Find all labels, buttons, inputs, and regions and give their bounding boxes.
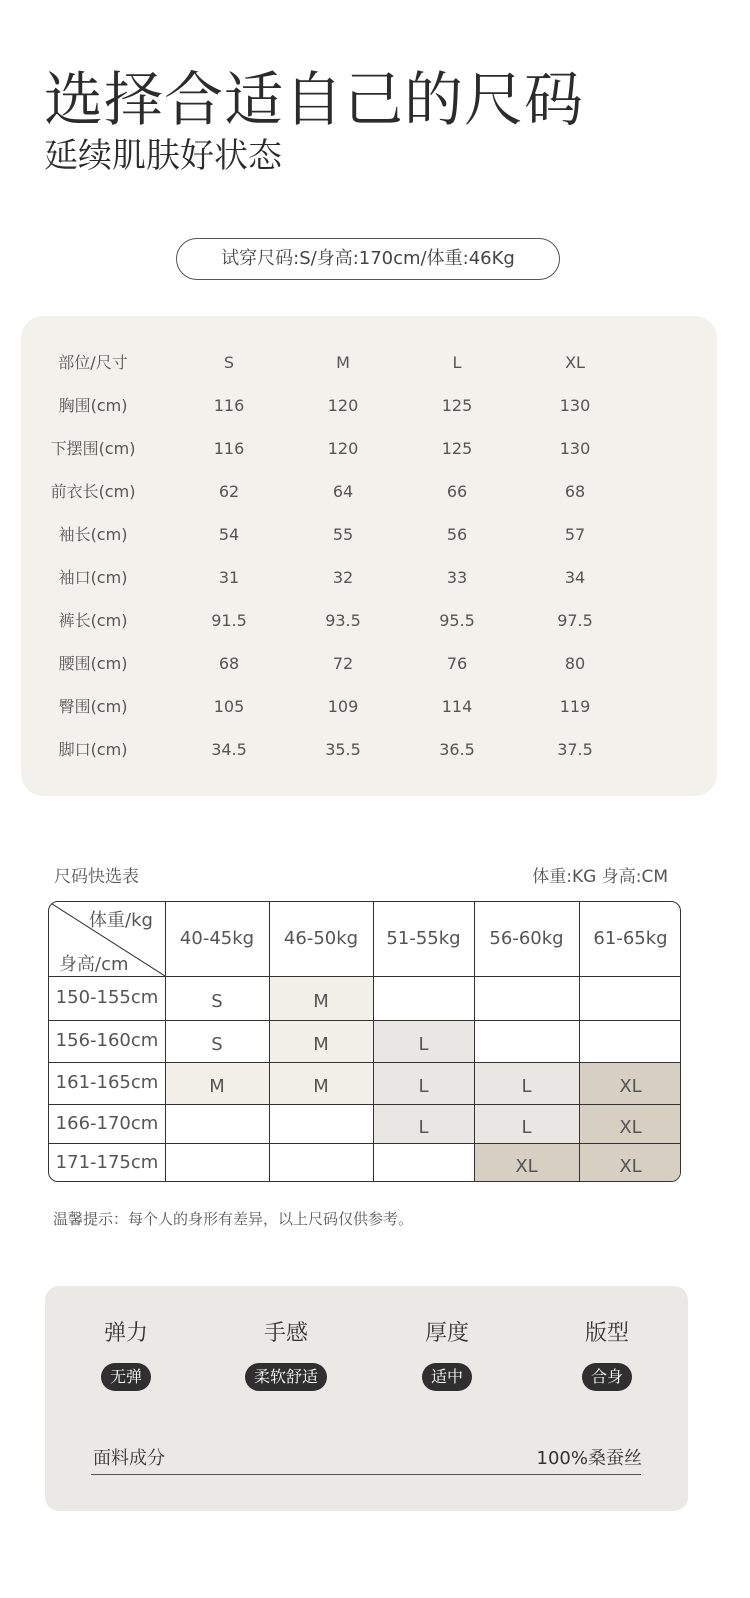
- size-value-cell: 120: [327, 396, 359, 415]
- size-value-cell: XL: [565, 353, 585, 372]
- weight-col-header: 40-45kg: [179, 928, 255, 949]
- size-table-row: [21, 520, 717, 550]
- recommended-size-cell: L: [521, 1117, 532, 1138]
- feature-label: 厚度: [424, 1321, 469, 1346]
- recommended-size-cell: [165, 1108, 269, 1147]
- recommended-size-cell: L: [418, 1076, 429, 1097]
- corner-weight-label: 体重/kg: [89, 910, 153, 931]
- size-value-cell: 95.5: [439, 611, 475, 630]
- part-name-cell: 臀围(cm): [58, 697, 128, 716]
- recommended-size-cell: XL: [515, 1156, 538, 1177]
- feature-1: [216, 1316, 356, 1391]
- height-row-label: 171-175cm: [55, 1152, 159, 1173]
- size-value-cell: 130: [559, 396, 591, 415]
- size-value-cell: 91.5: [211, 611, 247, 630]
- part-name-cell: 下摆围(cm): [50, 439, 136, 458]
- part-name-cell: 前衣长(cm): [50, 482, 136, 501]
- fabric-value: 100%桑蚕丝: [536, 1448, 642, 1469]
- size-value-cell: 55: [332, 525, 354, 544]
- recommended-size-cell: M: [313, 1076, 329, 1097]
- weight-col-header: 56-60kg: [489, 928, 564, 949]
- size-table-row: [21, 563, 717, 593]
- feature-0: [56, 1316, 196, 1391]
- size-value-cell: 109: [327, 697, 359, 716]
- size-value-cell: 31: [218, 568, 240, 587]
- fabric-label: 面料成分: [93, 1448, 165, 1469]
- part-name-cell: 脚口(cm): [58, 740, 128, 759]
- recommended-size-cell: [579, 1024, 681, 1066]
- size-value-cell: 54: [218, 525, 240, 544]
- size-table-row: [21, 477, 717, 507]
- quick-select-units: 体重:KG 身高:CM: [532, 867, 668, 887]
- size-table-row: [21, 391, 717, 421]
- recommended-size-cell: M: [313, 991, 329, 1012]
- page-title: 选择合适自己的尺码: [44, 65, 585, 134]
- size-table-row: [21, 735, 717, 765]
- size-value-cell: 32: [332, 568, 354, 587]
- size-value-cell: 76: [446, 654, 468, 673]
- part-name-cell: 腰围(cm): [58, 654, 128, 673]
- size-chart-panel: [21, 316, 717, 796]
- size-value-cell: 93.5: [325, 611, 361, 630]
- fabric-divider: [91, 1474, 641, 1475]
- page-subtitle: 延续肌肤好状态: [44, 136, 282, 176]
- recommended-size-cell: [474, 980, 579, 1024]
- recommended-size-cell: [269, 1147, 373, 1182]
- fabric-features-panel: [45, 1286, 688, 1511]
- size-value-cell: 97.5: [557, 611, 593, 630]
- size-value-cell: 116: [213, 439, 245, 458]
- recommended-size-cell: [373, 980, 474, 1024]
- size-value-cell: 80: [564, 654, 586, 673]
- height-row-label: 166-170cm: [55, 1113, 159, 1134]
- recommended-size-cell: [269, 1108, 373, 1147]
- size-table-row: [21, 434, 717, 464]
- height-row-label: 150-155cm: [55, 987, 159, 1008]
- height-row-label: 156-160cm: [55, 1030, 159, 1051]
- size-tip: 温馨提示：每个人的身形有差异，以上尺码仅供参考。: [53, 1210, 414, 1228]
- recommended-size-cell: L: [521, 1076, 532, 1097]
- feature-label: 手感: [263, 1321, 308, 1346]
- part-name-cell: 袖长(cm): [58, 525, 128, 544]
- size-value-cell: 120: [327, 439, 359, 458]
- recommended-size-cell: [373, 1147, 474, 1182]
- size-value-cell: S: [223, 353, 235, 372]
- size-value-cell: 114: [441, 697, 473, 716]
- size-value-cell: 72: [332, 654, 354, 673]
- size-table-row: [21, 649, 717, 679]
- size-value-cell: 57: [564, 525, 586, 544]
- recommended-size-cell: M: [209, 1076, 225, 1097]
- size-value-cell: 56: [446, 525, 468, 544]
- weight-col-header: 61-65kg: [593, 928, 668, 949]
- corner-height-label: 身高/cm: [59, 954, 129, 975]
- part-name-cell: 裤长(cm): [58, 611, 128, 630]
- size-value-cell: 125: [441, 396, 473, 415]
- size-value-cell: 64: [332, 482, 354, 501]
- feature-value-pill: 无弹: [101, 1363, 151, 1391]
- size-table-row: [21, 692, 717, 722]
- feature-label: 版型: [584, 1321, 629, 1346]
- part-name-cell: 袖口(cm): [58, 568, 128, 587]
- recommended-size-cell: S: [211, 1034, 223, 1055]
- size-value-cell: M: [336, 353, 350, 372]
- size-value-cell: 66: [446, 482, 468, 501]
- size-value-cell: 62: [218, 482, 240, 501]
- trial-size-info: 试穿尺码:S/身高:170cm/体重:46Kg: [176, 238, 560, 280]
- size-value-cell: 34: [564, 568, 586, 587]
- feature-label: 弹力: [103, 1321, 148, 1346]
- recommended-size-cell: M: [313, 1034, 329, 1055]
- weight-col-header: 46-50kg: [283, 928, 359, 949]
- recommended-size-cell: [165, 1147, 269, 1182]
- part-name-cell: 胸围(cm): [58, 396, 128, 415]
- size-value-cell: 130: [559, 439, 591, 458]
- recommended-size-cell: XL: [619, 1156, 642, 1177]
- size-value-cell: 68: [564, 482, 586, 501]
- feature-3: [537, 1316, 677, 1391]
- size-value-cell: 68: [218, 654, 240, 673]
- size-table-row: [21, 606, 717, 636]
- size-value-cell: 35.5: [325, 740, 361, 759]
- size-value-cell: 33: [446, 568, 468, 587]
- size-value-cell: 34.5: [211, 740, 247, 759]
- size-value-cell: L: [452, 353, 462, 372]
- size-value-cell: 37.5: [557, 740, 593, 759]
- feature-value-pill: 合身: [582, 1363, 632, 1391]
- recommended-size-cell: [474, 1024, 579, 1066]
- recommended-size-cell: XL: [619, 1117, 642, 1138]
- recommended-size-cell: XL: [619, 1076, 642, 1097]
- header-label-cell: 部位/尺寸: [58, 353, 128, 372]
- size-value-cell: 105: [213, 697, 245, 716]
- quick-select-title: 尺码快选表: [54, 867, 139, 887]
- recommended-size-cell: [579, 980, 681, 1024]
- size-value-cell: 119: [559, 697, 591, 716]
- feature-2: [377, 1316, 517, 1391]
- size-table-header: [21, 348, 717, 378]
- recommended-size-cell: L: [418, 1117, 429, 1138]
- size-value-cell: 36.5: [439, 740, 475, 759]
- size-value-cell: 116: [213, 396, 245, 415]
- recommended-size-cell: S: [211, 991, 223, 1012]
- weight-col-header: 51-55kg: [386, 928, 461, 949]
- recommended-size-cell: L: [418, 1034, 429, 1055]
- feature-value-pill: 适中: [422, 1363, 472, 1391]
- height-row-label: 161-165cm: [55, 1072, 159, 1093]
- feature-value-pill: 柔软舒适: [245, 1363, 327, 1391]
- quick-select-grid: [48, 901, 681, 1182]
- size-value-cell: 125: [441, 439, 473, 458]
